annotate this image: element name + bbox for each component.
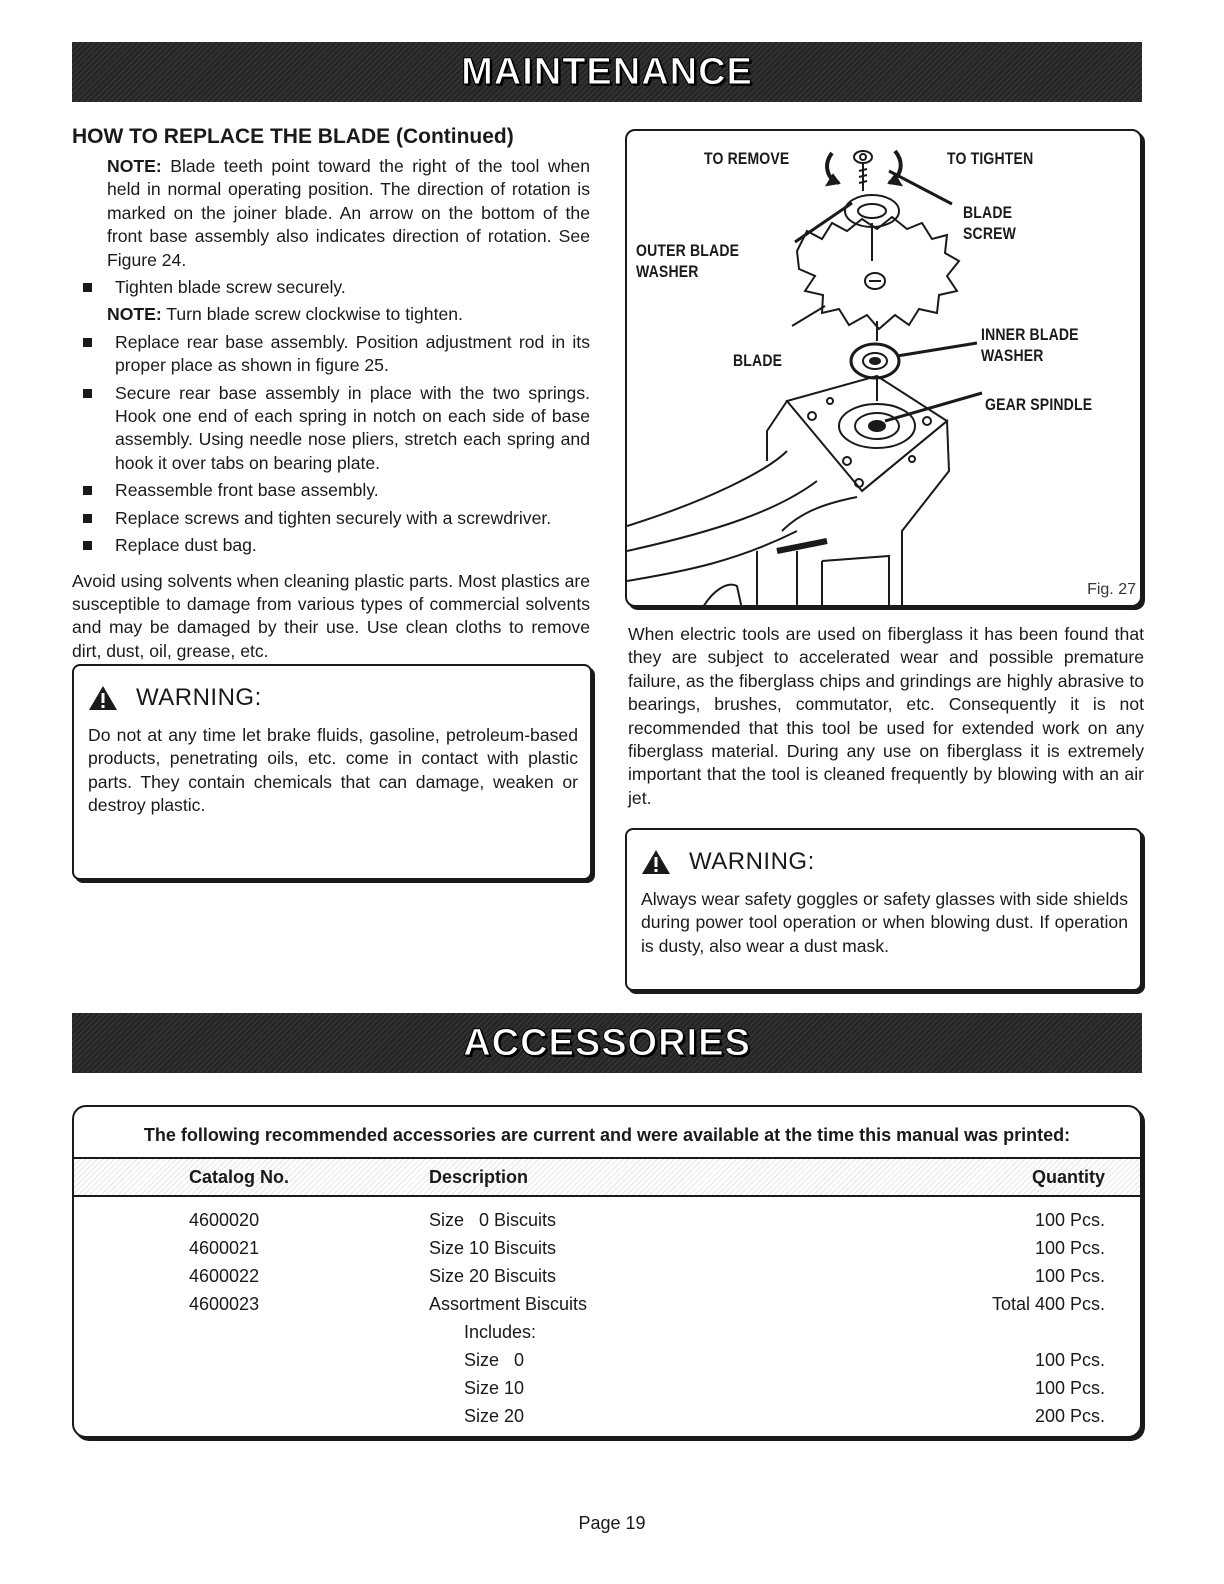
- label-line: WASHER: [636, 263, 699, 281]
- cell-quantity: Total 400 Pcs.: [991, 1294, 1105, 1314]
- cell-description: Size 0 Biscuits: [429, 1210, 557, 1230]
- note-text: Blade teeth point toward the right of the tool when held in normal operating position. The direction of rotation is marked on the joiner blade. An arrow on the bottom of the front base assembly also indicates direction of rotation. See Figure 24.: [107, 156, 590, 270]
- label-line: INNER BLADE: [981, 326, 1079, 344]
- column-header-description: Description: [429, 1167, 529, 1187]
- warning-title: WARNING:: [689, 848, 815, 875]
- bullet-square-icon: [83, 486, 92, 495]
- list-item-text: Reassemble front base assembly.: [115, 480, 379, 501]
- list-item: [72, 534, 590, 557]
- cell-description: Size 10: [464, 1378, 525, 1398]
- cell-description: Size 0: [464, 1350, 525, 1370]
- list-item-text: Replace rear base assembly. Position adjustment rod in its proper place as shown in figure 25.: [115, 331, 590, 376]
- cell-quantity: 200 Pcs.: [1034, 1406, 1105, 1426]
- left-column: [72, 125, 590, 663]
- cell-description: Size 10 Biscuits: [429, 1238, 557, 1258]
- list-item-text: Replace dust bag.: [115, 535, 257, 556]
- warning-title: WARNING:: [136, 684, 262, 711]
- cell-quantity: 100 Pcs.: [1034, 1238, 1105, 1258]
- label-line: SCREW: [963, 225, 1017, 243]
- warning-text: Always wear safety goggles or safety glasses with side shields during power tool operation or when blowing dust. If operation is dusty, also wear a dust mask.: [641, 889, 1128, 956]
- label-inner-blade-washer: [981, 325, 1079, 367]
- solvents-paragraph: Avoid using solvents when cleaning plastic parts. Most plastics are susceptible to damage from various types of commercial solvents and may be damaged by their use. Use clean cloths to remove dirt, dust, oil, grease, etc.: [72, 570, 590, 661]
- label-blade-screw: [963, 203, 1016, 245]
- note-blade-teeth: [107, 155, 590, 272]
- page-number: Page 19: [578, 1513, 646, 1533]
- accessories-banner: [72, 1013, 1142, 1073]
- table-row: [74, 1350, 1140, 1378]
- note-clockwise: [107, 303, 590, 326]
- bullet-square-icon: [83, 338, 92, 347]
- table-row: [74, 1294, 1140, 1322]
- cell-catalog: 4600022: [189, 1266, 260, 1286]
- list-item: [72, 276, 590, 299]
- maintenance-banner: [72, 42, 1142, 102]
- accessories-table: [72, 1105, 1142, 1438]
- warning-box-plastic: [72, 664, 592, 880]
- cell-description: Size 20: [464, 1406, 525, 1426]
- cell-catalog: 4600023: [189, 1294, 260, 1314]
- label-to-remove: TO REMOVE: [704, 150, 790, 168]
- list-item-text: Secure rear base assembly in place with the two springs. Hook one end of each spring in notch on each side of base assembly. Using needle nose pliers, stretch each spring and hook it over tabs on bearing plate.: [115, 382, 590, 473]
- list-item: [72, 479, 590, 502]
- cell-description: Assortment Biscuits: [429, 1294, 588, 1314]
- label-line: WASHER: [981, 347, 1044, 365]
- warning-triangle-icon: [641, 849, 671, 875]
- label-outer-blade-washer: [636, 241, 739, 283]
- right-column: [628, 623, 1144, 810]
- table-row: [74, 1322, 1140, 1350]
- table-header: [74, 1157, 1140, 1197]
- accessories-title: ACCESSORIES: [463, 1021, 751, 1064]
- list-item: [72, 382, 590, 476]
- cell-quantity: 100 Pcs.: [1034, 1266, 1105, 1286]
- label-gear-spindle: GEAR SPINDLE: [985, 396, 1093, 414]
- bullet-square-icon: [83, 541, 92, 550]
- cell-quantity: 100 Pcs.: [1034, 1350, 1105, 1370]
- cell-quantity: 100 Pcs.: [1034, 1210, 1105, 1230]
- column-header-quantity: Quantity: [1031, 1167, 1105, 1187]
- list-item-text: Replace screws and tighten securely with a screwdriver.: [115, 507, 552, 528]
- maintenance-title: MAINTENANCE: [461, 50, 753, 93]
- warning-header: [88, 684, 578, 712]
- cell-quantity: 100 Pcs.: [1034, 1378, 1105, 1398]
- warning-box-goggles: [625, 828, 1142, 991]
- warning-header: [641, 848, 1128, 876]
- label-line: BLADE: [963, 204, 1013, 222]
- cell-catalog: 4600021: [189, 1238, 260, 1258]
- figure-caption: Fig. 27: [1087, 581, 1136, 598]
- table-row: [74, 1266, 1140, 1294]
- label-to-tighten: TO TIGHTEN: [947, 150, 1034, 168]
- table-row: [74, 1210, 1140, 1238]
- table-row: [74, 1238, 1140, 1266]
- list-item-text: Tighten blade screw securely.: [115, 277, 346, 298]
- bullet-square-icon: [83, 514, 92, 523]
- accessories-intro: The following recommended accessories are current and were available at the time this manual was printed:: [143, 1125, 1071, 1145]
- bullet-square-icon: [83, 389, 92, 398]
- warning-triangle-icon: [88, 685, 118, 711]
- list-item: [72, 507, 590, 530]
- label-line: OUTER BLADE: [636, 242, 740, 260]
- cell-catalog: 4600020: [189, 1210, 260, 1230]
- fiberglass-paragraph: When electric tools are used on fiberglass it has been found that they are subject to accelerated wear and possible premature failure, as the fiberglass chips and grindings are highly abrasive to bearings, brushes, commutator, etc. Consequently it is not recommended that this tool be used for extended work on any fiberglass material. During any use on fiberglass it is extremely important that the tool is cleaned frequently by blowing with an air jet.: [628, 624, 1144, 808]
- blade-assembly-diagram: [627, 131, 1142, 607]
- table-row: [74, 1378, 1140, 1406]
- cell-description: Includes:: [464, 1322, 537, 1342]
- figure-27: [625, 129, 1142, 607]
- note-label: NOTE:: [107, 304, 162, 325]
- bullet-square-icon: [83, 283, 92, 292]
- table-row: [74, 1406, 1140, 1434]
- section-heading: HOW TO REPLACE THE BLADE (Continued): [72, 125, 514, 148]
- list-item: [72, 331, 590, 378]
- cell-description: Size 20 Biscuits: [429, 1266, 557, 1286]
- note-label: NOTE:: [107, 156, 162, 176]
- warning-text: Do not at any time let brake fluids, gasoline, petroleum-based products, penetrating oils, etc. come in contact with plastic parts. They contain chemicals that can damage, weaken or destroy plastic.: [88, 725, 578, 816]
- label-blade: BLADE: [733, 352, 783, 370]
- column-header-catalog: Catalog No.: [189, 1167, 290, 1187]
- note-text: Turn blade screw clockwise to tighten.: [161, 304, 463, 325]
